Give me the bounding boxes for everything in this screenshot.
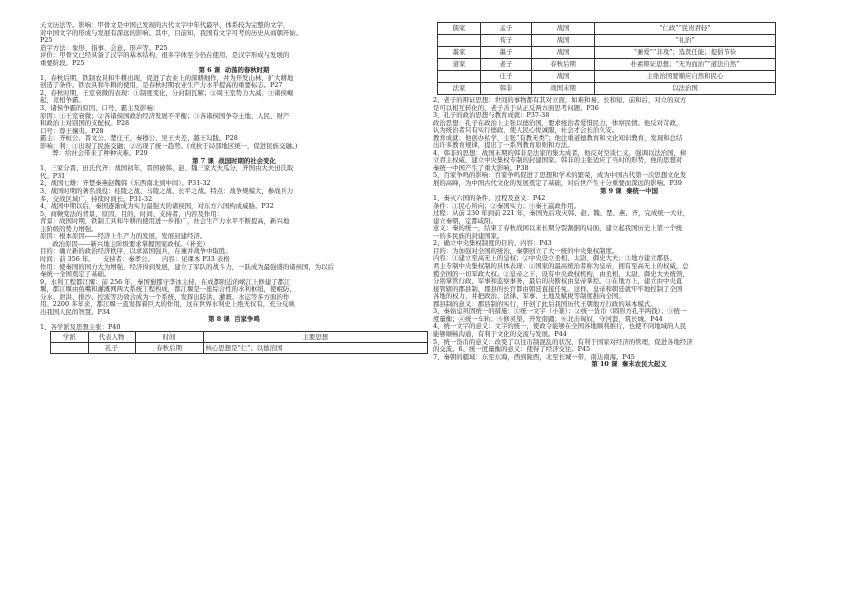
- text-line: 出许多教育规律，提出了一系列教育原则和方法。: [433, 141, 574, 150]
- table-cell: 墨家: [438, 47, 481, 59]
- text-line: 1、三家分晋、田氏代齐：战国初年，晋国被韩、赵、魏三家大夫瓜分，齐国由大夫田氏取: [40, 164, 294, 173]
- table-header-cell: 代表人物: [88, 332, 135, 343]
- text-line: 2、春秋时期，王室衰微的表现：①制度变化，分封制瓦解；②周王室势力大减；③诸侯崛: [40, 88, 294, 97]
- table-cell: 韩非: [481, 83, 532, 95]
- text-line: P25: [40, 36, 53, 45]
- text-line: 目的：为加强对全国的统治，秦朝创立了大一统的中央集权制度。: [433, 246, 619, 255]
- text-line: 内容：①建立至高无上的皇权；②中央设立丞相、太尉、御史大夫；③地方建立郡县。: [433, 254, 676, 263]
- left-column: [40, 22, 428, 354]
- table-cell: 战国: [532, 35, 595, 47]
- section-heading: 第 8 课 百家争鸣: [208, 315, 260, 324]
- section-heading: 第 6 课 动荡的春秋时期: [198, 66, 270, 75]
- table-cell: 战国末期: [532, 83, 595, 95]
- table-cell: 战国: [532, 71, 595, 83]
- text-line: 秦统一全国奠定了基础。: [40, 270, 111, 279]
- right-column: [433, 22, 825, 369]
- text-line: 用。2200 多年来，都江堰一直发挥着巨大的作用，这在世界水利史上绝无仅有，充分反映: [40, 300, 295, 309]
- table-cell: 春秋后期: [532, 59, 595, 71]
- text-line: 各地的权力，并把政治、法律、军事、土地及赋税等制度推向全国。: [433, 292, 625, 301]
- text-line: 对中国文字的形成与发展有深远的影响。其中，目前知，我国有文字可考的历史从商朝开始。: [40, 28, 303, 37]
- text-line: 3、孔子的政治思想与教育成就：P37-38: [433, 111, 550, 120]
- text-line: 接管辖的郡县制，郡县的长官都由朝廷直接任免。这样，皇帝和朝廷就牢牢地控制了全国: [433, 284, 683, 293]
- text-line: 立君主权威，建立中央集权专制的封建国家。韩非的主张适应了当时的形势，他的思想对: [433, 156, 683, 165]
- table-cell: 老子: [481, 59, 532, 71]
- table-cell: 法家: [438, 83, 481, 95]
- text-line: 7、秦朝的疆域：东至东海，西到陇西，北至长城一带，南达南海。P45: [433, 352, 635, 361]
- section-heading: 第 9 课 秦统一中国: [599, 186, 659, 195]
- text-line: 重要阶段。P25: [40, 58, 85, 67]
- table-cell: 道家: [438, 59, 481, 71]
- table-cell: 荀子: [481, 35, 532, 47]
- text-line: 2、老子的辩证思想：世间的事物都有其对立面，如难和易、长和短、前和后，对立的双方: [433, 96, 687, 104]
- text-line: 度量衡；④统一车轨；⑤修灵渠，开发南疆；⑥北击匈奴，守河套，筑长城。P44: [433, 314, 663, 323]
- text-line: 主阶级的势力增强。: [40, 224, 98, 233]
- text-line: 作用：使秦国的国力大为增强，经济得到发展，建立了军队的战斗力，一跃成为最强盛的诸侯国，为以后: [40, 262, 334, 271]
- table-cell: 儒家: [438, 23, 481, 35]
- text-line: 造字方法：象形、指事、会意、形声等。P25: [40, 43, 168, 52]
- text-line: 口号：尊王攘夷。P28: [40, 126, 104, 135]
- text-line: 4、战国中期以后，秦国逐渐成为实力最强大的诸侯国，对东方六国构成威胁。P32: [40, 202, 274, 211]
- text-line: 创造了条件。铁农具和牛耕的使用，是春秋时期农业生产力水平提高的重要标志。P27: [40, 81, 283, 90]
- table-cell: 核心思想是“仁”；以德治国: [203, 343, 427, 354]
- table-cell: 主张治国要顺应自然和民心: [595, 71, 776, 83]
- table-header-cell: 时间: [135, 332, 203, 343]
- text-line: 2、战国七雄：齐楚秦燕赵魏韩（东西南北到中间）。P31-32: [40, 179, 211, 188]
- text-line: 5、百家争鸣的影响：百家争鸣促进了思想和学术的繁荣，成为中国古代第一次思想文化发: [433, 171, 687, 180]
- text-line: 起，竞相争霸。: [40, 96, 85, 105]
- text-line: 意义：秦的统一，结束了春秋战国以来长期分裂割据的局面，建立起我国历史上第一个统: [433, 224, 683, 233]
- text-line: 目的：确立新的政治经济秩序，以求富国强兵，在兼并战争中取胜。: [40, 247, 232, 256]
- text-line: 影响：利：①出现了民族交融；②出现了统一趋势。(戎狄于局部地区统一，促进民族交融。): [40, 141, 298, 150]
- text-line: 9、水利工程都江堰：前 256 年，秦国蜀郡守李冰主持，在成都附近的岷江上修建了都江: [40, 277, 291, 286]
- text-line: 1、春秋后期，铁制农具和牛耕出现，促进了农业上的深耕细作，并为开发山林、扩大耕地: [40, 73, 294, 82]
- text-line: 原因：①王室衰微；②各诸侯国政治经济发展不平衡；③各诸侯国争夺土地、人民、财产: [40, 111, 290, 120]
- text-line: 5、商鞅变法的背景、原因、目的、时间、支持者、内容及作用：: [40, 209, 224, 218]
- table-cell: “兼爱”“非攻”；选贤任能；提倡节俭: [595, 47, 776, 59]
- table-cell: [51, 343, 89, 354]
- text-line: 3、秦始皇巩固统一的措施：①统一文字（小篆）；②统一货币（圆形方孔半两钱）；③统一: [433, 307, 687, 316]
- text-line: 是可以相互转化的，老子善于从正反两方面思考问题。P36: [433, 103, 599, 112]
- text-line: 4、统一文字的意义：文字的统一，使政令能够在全国各地顺利推行，也使不同地域的人民: [433, 322, 687, 331]
- table-header-cell: 学派: [51, 332, 89, 343]
- text-line: 条件：①民心所向；②秦国实力；③秦王嬴政作用。: [433, 201, 580, 210]
- table-cell: 孟子: [481, 23, 532, 35]
- text-line: 秦统一中国产生了重大影响。P38: [433, 163, 529, 172]
- text-line: 展的高峰，为中国古代文化的发展奠定了基础，对后世产生十分重要而深远的影响。P39: [433, 179, 682, 188]
- table-cell: [438, 71, 481, 83]
- text-line: 建立秦朝，定都咸阳。: [433, 216, 497, 225]
- text-line: 3、战国时期的著名战役：桂陵之战、马陵之战、长平之战。特点：战争规模大，参战兵力: [40, 187, 294, 196]
- text-line: 原因：根本原因——经济上生产力的发展，发展封建经济。: [40, 232, 207, 241]
- text-line: 5、统一货币的意义：改变了以往币制混乱的状况，有利于国家对经济的管理，促进各地经济: [433, 337, 693, 346]
- table-cell: [438, 35, 481, 47]
- text-line: 1、各学派及思想主张：P40: [40, 322, 121, 331]
- table-cell: “礼治”: [595, 35, 776, 47]
- text-line: 君主专制中央集权制的具体表现：①国家的最高统治者称为皇帝，拥有至高无上的权威，总: [433, 262, 689, 271]
- text-line: 评价：甲骨文已经具备了汉字的基本结构，很多字体至今仍在使用，是汉字形成与发展的: [40, 51, 290, 60]
- text-line: 霸主：齐桓公、晋文公、楚庄王、秦穆公、吴王夫差、越王勾践。P28: [40, 134, 238, 143]
- text-line: 1、秦灭六国的条件、过程及意义：P42: [433, 194, 546, 203]
- text-line: 代。P31: [40, 171, 66, 180]
- text-line: 政治原因——新兴地主阶级要求掌握国家政权。（补充）: [40, 239, 209, 248]
- table-cell: 春秋后期: [135, 343, 203, 354]
- section-heading: 第 10 课 秦末农民大起义: [591, 360, 667, 369]
- text-line: 的交流。6、统一度量衡的意义：使得了经济交往。P45: [433, 345, 591, 354]
- text-line: 堰，都江堰由鱼嘴和灌溉网两大系统工程构成，都江堰是一座综合性的水利枢纽，使岷防、: [40, 285, 296, 294]
- table-cell: “仁政”“民贵君轻”: [595, 23, 776, 35]
- section-heading: 第 7 课 战国时期的社会变化: [192, 156, 276, 165]
- text-line: 2、确立中央集权制度的目的、内容：P43: [433, 239, 552, 248]
- text-line: 一的多民族的封建国家。: [433, 231, 504, 240]
- text-line: 天文历法等。影响：甲骨文是中国已发现的古代文字中年代最早、体系较为完整的文字，: [40, 21, 290, 29]
- table-cell: 以法治国: [595, 83, 776, 95]
- school-table-part1: [50, 331, 428, 354]
- table-cell: 战国: [532, 47, 595, 59]
- text-line: 和政治上对别国的支配权。P28: [40, 119, 130, 128]
- text-line: 教育成就：他创办私学，主张“有教无类”；他注重道德教育和文化知识教育，发现和总结: [433, 133, 683, 142]
- text-line: 分别掌管行政、军事和监察事务，最后的决断权由皇帝掌控。③在地方上，建立由中央直: [433, 277, 683, 286]
- text-line: 认为统治者只有实行德政，使人民心悦诚服，社会才会长治久安。: [433, 126, 619, 135]
- school-table-part2: [437, 22, 776, 95]
- text-line: 揽全国的一切军政大权。②皇帝之下，设有中央政权机构，由丞相、太尉、御史大夫统领，: [433, 269, 689, 278]
- table-header-cell: 主要思想: [203, 332, 427, 343]
- text-line: 弊：给社会带来了种种灾难。P29: [40, 149, 148, 158]
- table-cell: 墨子: [481, 47, 532, 59]
- table-cell: 朴素辩证思想；“无为而治”“道法自然”: [595, 59, 776, 71]
- table-cell: 庄子: [481, 71, 532, 83]
- table-cell: 战国: [532, 23, 595, 35]
- text-line: 背景：战国时期，铁制工具和牛耕的使用进一步推广，社会生产力水平不断提高，新兴地: [40, 217, 290, 226]
- text-line: 能够顺畅沟通，有利于文化的交流与发展。P44: [433, 329, 567, 338]
- text-line: 过程：从前 230 年到前 221 年，秦国先后攻灭韩、赵、魏、楚、燕、齐，完成统一大业，: [433, 209, 690, 218]
- text-line: 时间：前 356 年。 支持者：秦孝公。 内容：见课本 P33 表格: [40, 254, 230, 263]
- text-line: 分水、泄洪、排沙、控流等功效合成为一个系统，发挥出防洪、灌溉、水运等多方面的作: [40, 292, 290, 301]
- text-line: 4、韩非的思想：战国末期的韩非是法家的集大成者，他反对空谈仁义，强调以法治国，树: [433, 148, 687, 157]
- table-cell: 孔子: [88, 343, 135, 354]
- text-line: 出我国人民的智慧。P34: [40, 307, 110, 316]
- text-line: 政治思想：孔子在政治上主张以德治国，要求统治者爱惜民力，体察民情。他反对苛政，: [433, 118, 683, 127]
- text-line: 3、诸侯争霸的原因、口号、霸主及影响：: [40, 104, 160, 113]
- text-line: 郡县制的意义：郡县制的实行，开创了此后我国历代王朝地方行政的基本模式。: [433, 299, 657, 308]
- text-line: 多，交战区域广，持续时间长。P31-32: [40, 194, 153, 203]
